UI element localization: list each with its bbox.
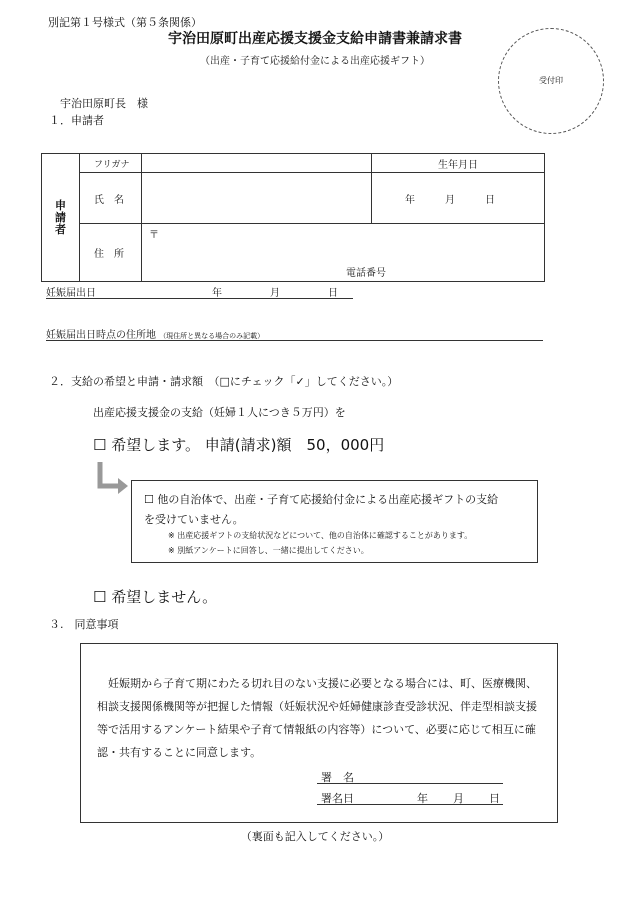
name-label: 氏 名 <box>80 173 142 224</box>
section3-heading: ３. 同意事項 <box>49 618 119 631</box>
arrow-icon <box>96 462 130 498</box>
address-input[interactable] <box>142 224 545 282</box>
other-municipality-text-1: 他の自治体で、出産・子育て応援給付金による出産応援ギフトの支給 <box>157 493 499 506</box>
option-yes-checkbox[interactable]: ☐ <box>93 436 107 454</box>
other-municipality-checkbox[interactable]: ☐ <box>144 493 154 506</box>
signature-date-field[interactable]: 署名日 年 月 日 <box>317 790 503 805</box>
applicant-table <box>41 153 545 282</box>
footer-note: （裏面も記入してください。） <box>240 830 390 843</box>
note-2: ※ 別紙アンケートに回答し、一緒に提出してください。 <box>168 546 369 555</box>
furigana-input[interactable] <box>142 154 372 173</box>
option-no-checkbox[interactable]: ☐ <box>93 588 107 606</box>
pregnancy-date-field[interactable]: 妊娠届出日 年 月 日 <box>46 284 353 299</box>
furigana-label: フリガナ <box>80 154 142 173</box>
name-input[interactable] <box>142 173 372 224</box>
other-municipality-option[interactable] <box>144 491 498 507</box>
consent-box <box>80 643 558 823</box>
other-municipality-text-2: を受けていません。 <box>144 513 244 526</box>
reception-stamp-area <box>498 28 604 134</box>
pregnancy-address-label: 妊娠届出日時点の住所地 <box>46 330 156 341</box>
birthdate-input[interactable]: 年 月 日 <box>372 173 545 224</box>
other-municipality-option-box <box>131 480 538 563</box>
note-1: ※ 出産応援ギフトの支給状況などについて、他の自治体に確認することがあります。 <box>168 531 473 540</box>
applicant-vertical-label: 申 請 者 <box>42 154 80 282</box>
pregnancy-address-note: （現住所と異なる場合のみ記載） <box>159 332 265 340</box>
signature-date-label: 署名日 <box>321 792 354 805</box>
signature-label: 署 名 <box>321 771 354 784</box>
support-description: 出産応援支援金の支給（妊婦１人につき５万円）を <box>93 406 346 419</box>
birthdate-label: 生年月日 <box>372 154 545 173</box>
option-no[interactable] <box>93 586 217 607</box>
pregnancy-address-field[interactable] <box>46 326 543 341</box>
consent-text: 妊娠期から子育て期にわたる切れ目のない支援に必要となる場合には、町、医療機関、相談支援関係機関等が把握した情報（妊娠状況や妊婦健康診査受診状況、伴走型相談支援等で活用するアンケート結果や子育て情報紙の内容等）について、必要に応じて相互に確認・共有することに同意します。 <box>97 677 537 759</box>
phone-label: 電話番号 <box>346 268 386 279</box>
section1-heading: １．申請者 <box>49 114 104 127</box>
option-yes[interactable] <box>93 434 384 455</box>
signature-field[interactable] <box>317 769 503 784</box>
form-id: 別記第１号様式（第５条関係） <box>48 16 202 29</box>
stamp-label: 受付印 <box>539 76 563 85</box>
page-subtitle: （出産・子育て応援給付金による出産応援ギフト） <box>200 56 430 67</box>
address-label: 住 所 <box>80 224 142 282</box>
pregnancy-date-label: 妊娠届出日 <box>46 288 96 299</box>
section2-heading: ２．支給の希望と申請・請求額 （□にチェック「✓」してください。） <box>49 375 399 388</box>
postal-mark: 〒 <box>149 230 159 241</box>
option-yes-label: 希望します。 申請(請求)額 50，000円 <box>111 436 385 454</box>
option-no-label: 希望しません。 <box>111 588 218 606</box>
addressee: 宇治田原町長 様 <box>60 97 148 110</box>
page-title: 宇治田原町出産応援支援金支給申請書兼請求書 <box>168 31 462 47</box>
